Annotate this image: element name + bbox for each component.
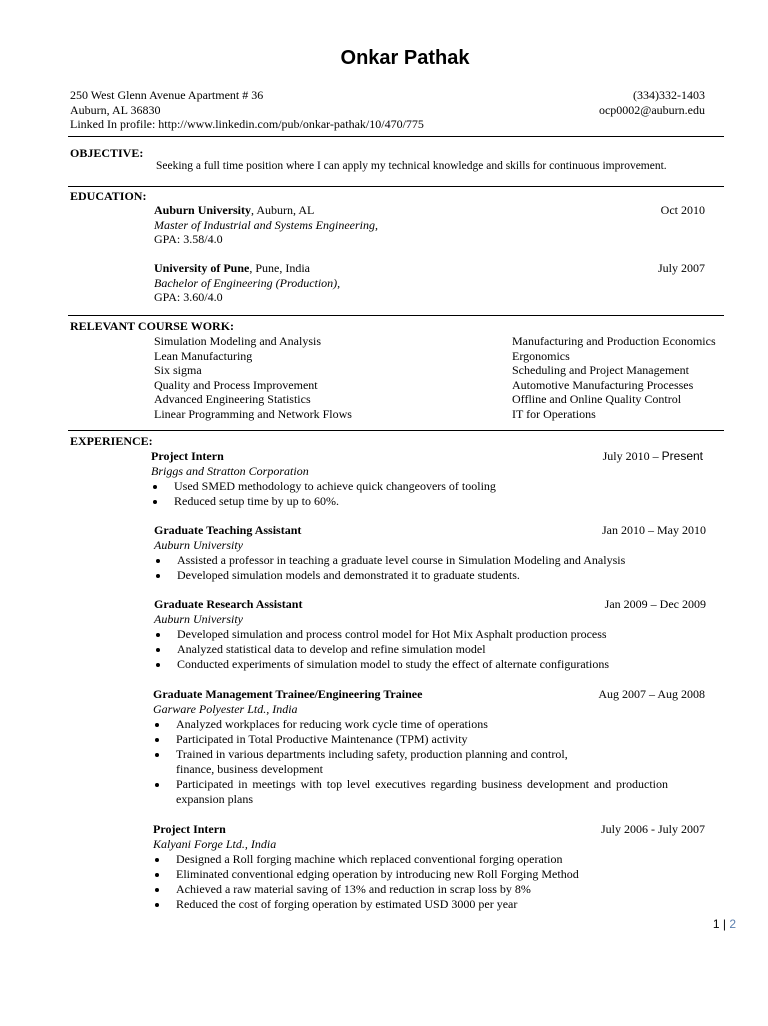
- page-next[interactable]: 2: [729, 917, 736, 931]
- job-bullet: Developed simulation and process control model for Hot Mix Asphalt production process: [154, 627, 706, 642]
- job-date: Aug 2007 – Aug 2008: [598, 687, 705, 701]
- job-bullet: Trained in various departments including safety, production planning and control, finance, business development: [153, 747, 668, 777]
- job-bullet: Reduced setup time by up to 60%.: [151, 494, 703, 509]
- divider: [68, 430, 724, 431]
- education-date: July 2007: [657, 261, 705, 275]
- job-title: Project Intern: [151, 449, 224, 463]
- job-bullet: Used SMED methodology to achieve quick changeovers of tooling: [151, 479, 703, 494]
- job-company: Auburn University: [154, 538, 243, 552]
- education-date: Oct 2010: [660, 203, 705, 217]
- course-item: Quality and Process Improvement: [154, 377, 318, 392]
- resume-name: Onkar Pathak: [340, 47, 470, 69]
- experience-entry: [153, 687, 705, 807]
- experience-entry: [153, 822, 705, 912]
- page-current: 1: [712, 917, 720, 931]
- school-name: Auburn University: [154, 203, 252, 217]
- job-date: Jan 2009 – Dec 2009: [604, 597, 706, 611]
- job-bullet: Assisted a professor in teaching a graduate level course in Simulation Modeling and Analysis: [154, 553, 706, 568]
- coursework-list: [154, 334, 729, 421]
- job-company: Garware Polyester Ltd., India: [153, 702, 298, 716]
- contact-block: [70, 88, 705, 132]
- linkedin-profile[interactable]: Linked In profile: http://www.linkedin.com/pub/onkar-pathak/10/470/775: [70, 117, 424, 131]
- job-bullet: Analyzed statistical data to develop and refine simulation model: [154, 642, 706, 657]
- job-bullet: Developed simulation models and demonstrated it to graduate students.: [154, 568, 706, 583]
- course-item: Six sigma: [154, 363, 202, 377]
- job-bullet: Eliminated conventional edging operation by introducing new Roll Forging Method: [153, 867, 705, 882]
- job-bullet: Conducted experiments of simulation model to study the effect of alternate configurations: [154, 657, 706, 672]
- job-bullet: Designed a Roll forging machine which replaced conventional forging operation: [153, 852, 705, 867]
- job-company: Kalyani Forge Ltd., India: [153, 837, 277, 851]
- school-name: University of Pune: [154, 261, 250, 275]
- email[interactable]: ocp0002@auburn.edu: [598, 102, 705, 117]
- job-bullet: Participated in Total Productive Maintenance (TPM) activity: [153, 732, 668, 747]
- education-heading: EDUCATION:: [70, 189, 147, 203]
- address-line2: Auburn, AL 36830: [70, 102, 161, 117]
- course-item: Automotive Manufacturing Processes: [512, 377, 694, 392]
- school-location: , Pune, India: [249, 261, 310, 275]
- degree: Master of Industrial and Systems Engineering,: [154, 217, 378, 232]
- school-location: , Auburn, AL: [251, 203, 315, 217]
- coursework-heading: RELEVANT COURSE WORK:: [70, 319, 235, 333]
- education-entry: [154, 261, 705, 305]
- gpa: GPA: 3.58/4.0: [154, 232, 223, 247]
- education-entry: [154, 203, 705, 247]
- degree: Bachelor of Engineering (Production),: [154, 275, 341, 290]
- job-date: Jan 2010 – May 2010: [602, 523, 706, 537]
- experience-entry: [154, 523, 706, 583]
- job-company: Briggs and Stratton Corporation: [151, 464, 309, 478]
- course-item: Lean Manufacturing: [154, 348, 253, 363]
- job-bullet: Participated in meetings with top level executives regarding business development and production expansion plans: [153, 777, 668, 807]
- job-date: July 2006 - July 2007: [600, 822, 705, 836]
- course-item: Manufacturing and Production Economics: [512, 334, 716, 348]
- job-title: Project Intern: [153, 822, 226, 836]
- course-item: Scheduling and Project Management: [512, 363, 689, 377]
- job-date: July 2010 –: [602, 449, 662, 463]
- course-item: IT for Operations: [512, 406, 596, 421]
- experience-entry: [151, 449, 703, 509]
- course-item: Simulation Modeling and Analysis: [154, 334, 321, 348]
- phone: (334)332-1403: [633, 88, 705, 102]
- gpa: GPA: 3.60/4.0: [154, 290, 223, 305]
- job-bullet: Reduced the cost of forging operation by estimated USD 3000 per year: [153, 897, 705, 912]
- job-bullet: Achieved a raw material saving of 13% and reduction in scrap loss by 8%: [153, 882, 705, 897]
- divider: [68, 186, 724, 187]
- course-item: Advanced Engineering Statistics: [154, 392, 311, 406]
- objective-text: Seeking a full time position where I can apply my technical knowledge and skills for continuous improvement.: [156, 160, 667, 172]
- objective-heading: OBJECTIVE:: [70, 146, 144, 160]
- page-indicator: [713, 917, 736, 931]
- course-item: Ergonomics: [512, 348, 570, 363]
- experience-heading: EXPERIENCE:: [70, 434, 153, 448]
- experience-entry: [154, 597, 706, 672]
- divider: [68, 315, 724, 316]
- job-title: Graduate Management Trainee/Engineering Trainee: [153, 687, 423, 701]
- course-item: Offline and Online Quality Control: [512, 392, 682, 406]
- job-title: Graduate Teaching Assistant: [154, 523, 302, 537]
- divider: [68, 136, 724, 137]
- course-item: Linear Programming and Network Flows: [154, 406, 352, 421]
- job-title: Graduate Research Assistant: [154, 597, 303, 611]
- job-company: Auburn University: [154, 612, 243, 626]
- address-line1: 250 West Glenn Avenue Apartment # 36: [70, 88, 264, 102]
- job-bullet: Analyzed workplaces for reducing work cycle time of operations: [153, 717, 668, 732]
- page-separator: |: [722, 917, 726, 931]
- job-date-end: Present: [661, 449, 703, 463]
